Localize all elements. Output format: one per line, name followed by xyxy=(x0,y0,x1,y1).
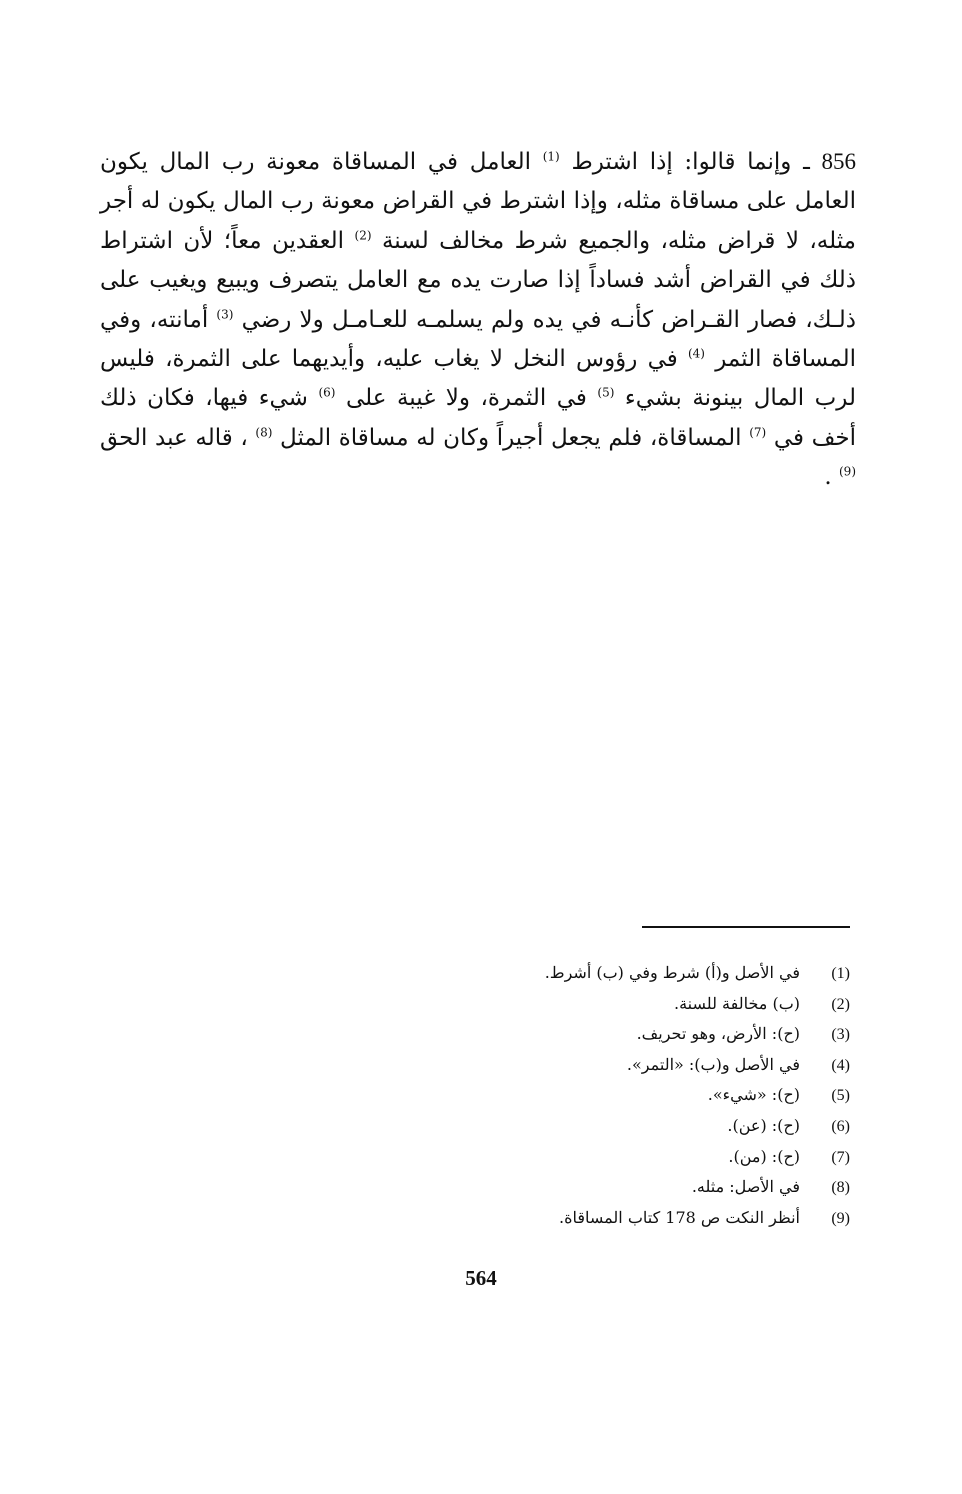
footnote-number: (2) xyxy=(831,995,850,1013)
footnote-text: (ب) مخالفة للسنة. xyxy=(674,993,800,1013)
footnote-text: في الأصل: مثله. xyxy=(691,1177,800,1197)
text-segment: أمانته، وفي المساقاة الثمر xyxy=(100,306,856,373)
note-ref[interactable]: (2) xyxy=(354,228,372,243)
footnote-item xyxy=(200,958,850,989)
footnote-number: (9) xyxy=(831,1209,850,1227)
footnote-text: في الأصل و(أ) شرط وفي (ب) أشرط. xyxy=(544,963,800,982)
footnote-separator xyxy=(642,926,850,928)
note-ref[interactable]: (5) xyxy=(597,385,615,400)
footnote-number: (5) xyxy=(831,1087,850,1105)
footnote-number: (3) xyxy=(831,1026,850,1044)
footnote-item xyxy=(200,989,850,1020)
text-segment: ـ وإنما قالوا: إذا اشترط xyxy=(571,149,810,175)
footnote-text: (ح): (من). xyxy=(728,1146,800,1166)
footnote-item xyxy=(200,1203,850,1234)
text-segment: في رؤوس النخل لا يغاب عليه، وأيديهما على الثمرة، فليس لرب المال بينونة بشيء xyxy=(100,346,856,412)
text-segment: في الثمرة، ولا غيبة على xyxy=(345,385,587,412)
footnote-item xyxy=(200,1142,850,1173)
footnote-item xyxy=(200,1080,850,1111)
text-segment: . xyxy=(824,464,832,491)
footnote-number: (8) xyxy=(831,1179,850,1197)
footnote-number: (7) xyxy=(831,1148,850,1166)
footnote-text: (ح): الأرض، وهو تحريف. xyxy=(636,1024,800,1044)
footnote-number: (4) xyxy=(831,1056,850,1074)
text-segment: شيء فيها، فكان ذلك أخف في xyxy=(100,385,857,451)
footnote-text: (ح): «شيء». xyxy=(707,1085,800,1105)
text-segment: ، قاله عبد الحق xyxy=(100,424,248,451)
note-ref[interactable]: (9) xyxy=(838,464,856,479)
footnote-item xyxy=(200,1050,850,1081)
footnote-item xyxy=(200,1019,850,1050)
text-segment: العامل في المساقاة معونة رب المال يكون العامل على مساقاة مثله، وإذا اشترط في القراض معونة رب المال يكون له أجر مثله، لا قراض مثله، والجميع شرط مخالف لسنة xyxy=(100,149,856,254)
note-ref[interactable]: (7) xyxy=(749,425,767,440)
footnote-item xyxy=(200,1172,850,1203)
note-ref[interactable]: (4) xyxy=(687,346,705,361)
text-segment: العقدين معاً؛ لأن اشتراط ذلك في القراض أشد فساداً إذا صارت يده مع العامل يتصرف ويبيع ويغيب على ذلـك، فصار القـراض كأنـه في يده ولم يسلمـه للعـامـل ولا رضي xyxy=(100,227,857,333)
main-paragraph xyxy=(100,142,856,498)
paragraph-number: 856 xyxy=(821,149,857,174)
text-segment: المساقاة، فلم يجعل أجيراً وكان له مساقاة المثل xyxy=(280,424,742,451)
footnote-text: (ح): (عن). xyxy=(727,1115,800,1135)
footnote-text: في الأصل و(ب): «التمر». xyxy=(626,1054,800,1074)
note-ref[interactable]: (3) xyxy=(216,306,234,321)
footnotes-list xyxy=(200,958,850,1233)
note-ref[interactable]: (6) xyxy=(318,385,336,400)
footnote-text: أنظر النكت ص 178 كتاب المساقاة. xyxy=(559,1207,800,1227)
footnote-item xyxy=(200,1111,850,1142)
page-number: 564 xyxy=(465,1266,497,1290)
footnote-number: (1) xyxy=(831,965,850,982)
note-ref[interactable]: (1) xyxy=(542,149,560,164)
note-ref[interactable]: (8) xyxy=(255,425,273,440)
footnote-number: (6) xyxy=(831,1117,850,1135)
